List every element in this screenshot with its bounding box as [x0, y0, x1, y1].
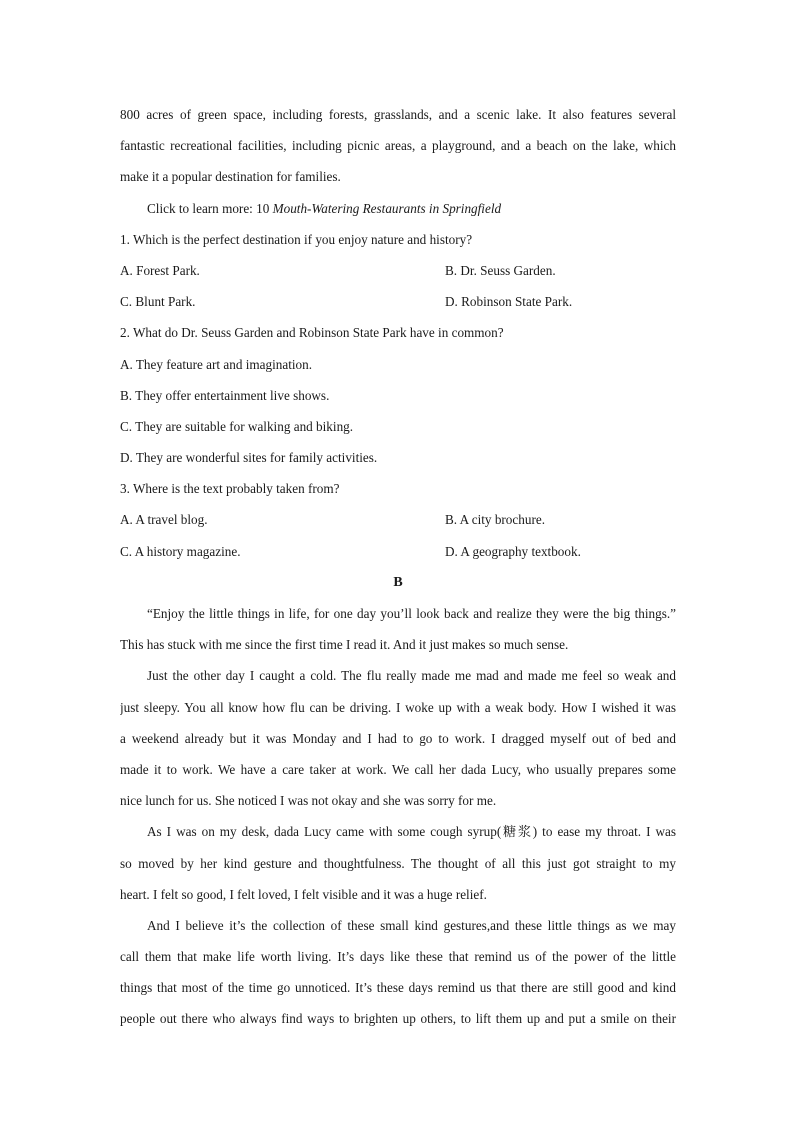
b-p2-line-4: made it to work. We have a care taker at work. We call her dada Lucy, who usually prepares some [120, 761, 676, 777]
section-b-paragraph-4 [120, 910, 676, 1035]
q3-option-d[interactable]: D. A geography textbook. [445, 543, 581, 559]
intro-line-3: make it a popular destination for families. [120, 169, 341, 185]
b-p3-line-2: so moved by her kind gesture and thoughtfulness. The thought of all this just got straight to my [120, 855, 676, 871]
q1-option-c[interactable]: C. Blunt Park. [120, 294, 196, 310]
q1-option-b[interactable]: B. Dr. Seuss Garden. [445, 262, 556, 278]
q2-option-d[interactable]: D. They are wonderful sites for family activities. [120, 450, 378, 466]
question-3 [120, 473, 676, 567]
intro-paragraph [120, 99, 676, 193]
question-3-text: 3. Where is the text probably taken from? [120, 481, 340, 497]
b-p2-line-1: Just the other day I caught a cold. The flu really made me mad and made me feel so weak and [147, 668, 676, 684]
document-page [120, 99, 676, 1035]
section-b-paragraph-2 [120, 660, 676, 816]
section-b-paragraph-3 [120, 816, 676, 910]
intro-line-2: fantastic recreational facilities, including picnic areas, a playground, and a beach on the lake, which [120, 138, 676, 154]
b-p4-line-4: people out there who always find ways to brighten up others, to lift them up and put a smile on their [120, 1011, 676, 1027]
b-p3-line-1: As I was on my desk, dada Lucy came with some cough syrup(糖浆) to ease my throat. I was [147, 824, 676, 840]
b-p1-line-1: “Enjoy the little things in life, for one day you’ll look back and realize they were the big things.” [147, 606, 676, 621]
link-prefix: Click to learn more: 10 [147, 200, 273, 216]
q1-option-d[interactable]: D. Robinson State Park. [445, 294, 573, 310]
learn-more-link[interactable] [120, 193, 676, 224]
q3-option-c[interactable]: C. A history magazine. [120, 543, 241, 559]
q1-option-a[interactable]: A. Forest Park. [120, 262, 200, 278]
q2-option-b[interactable]: B. They offer entertainment live shows. [120, 387, 330, 403]
b-p4-line-1: And I believe it’s the collection of these small kind gestures,and these little things as we may [147, 917, 676, 933]
question-1-options-row-2 [120, 286, 676, 317]
b-p4-line-2: call them that make life worth living. It’s days like these that remind us of the power of the little [120, 949, 676, 965]
b-p2-line-3: a weekend already but it was Monday and I had to go to work. I dragged myself out of bed and [120, 730, 676, 746]
q3-option-b[interactable]: B. A city brochure. [445, 512, 545, 528]
section-b-paragraph-1 [120, 598, 676, 660]
question-1-text: 1. Which is the perfect destination if you enjoy nature and history? [120, 231, 473, 247]
intro-line-1: 800 acres of green space, including forests, grasslands, and a scenic lake. It also features several [120, 107, 676, 122]
section-b-title: B [393, 574, 403, 590]
question-3-options-row-1 [120, 504, 676, 535]
q3-option-a[interactable]: A. A travel blog. [120, 512, 208, 528]
b-p4-line-3: things that most of the time go unnoticed. It’s these days remind us that there are still good and kind [120, 980, 676, 996]
question-1 [120, 224, 676, 318]
b-p1-line-2: This has stuck with me since the first time I read it. And it just makes so much sense. [120, 637, 569, 653]
question-2 [120, 317, 676, 473]
question-3-options-row-2 [120, 536, 676, 567]
q2-option-c[interactable]: C. They are suitable for walking and biking. [120, 418, 354, 434]
question-2-text: 2. What do Dr. Seuss Garden and Robinson State Park have in common? [120, 325, 504, 341]
question-1-options-row-1 [120, 255, 676, 286]
q2-option-a[interactable]: A. They feature art and imagination. [120, 356, 313, 372]
b-p2-line-5: nice lunch for us. She noticed I was not okay and she was sorry for me. [120, 793, 497, 809]
b-p3-line-3: heart. I felt so good, I felt loved, I felt visible and it was a huge relief. [120, 886, 487, 902]
link-title[interactable]: Mouth-Watering Restaurants in Springfield [272, 200, 502, 216]
b-p2-line-2: just sleepy. You all know how flu can be driving. I woke up with a weak body. How I wished it was [120, 699, 676, 715]
